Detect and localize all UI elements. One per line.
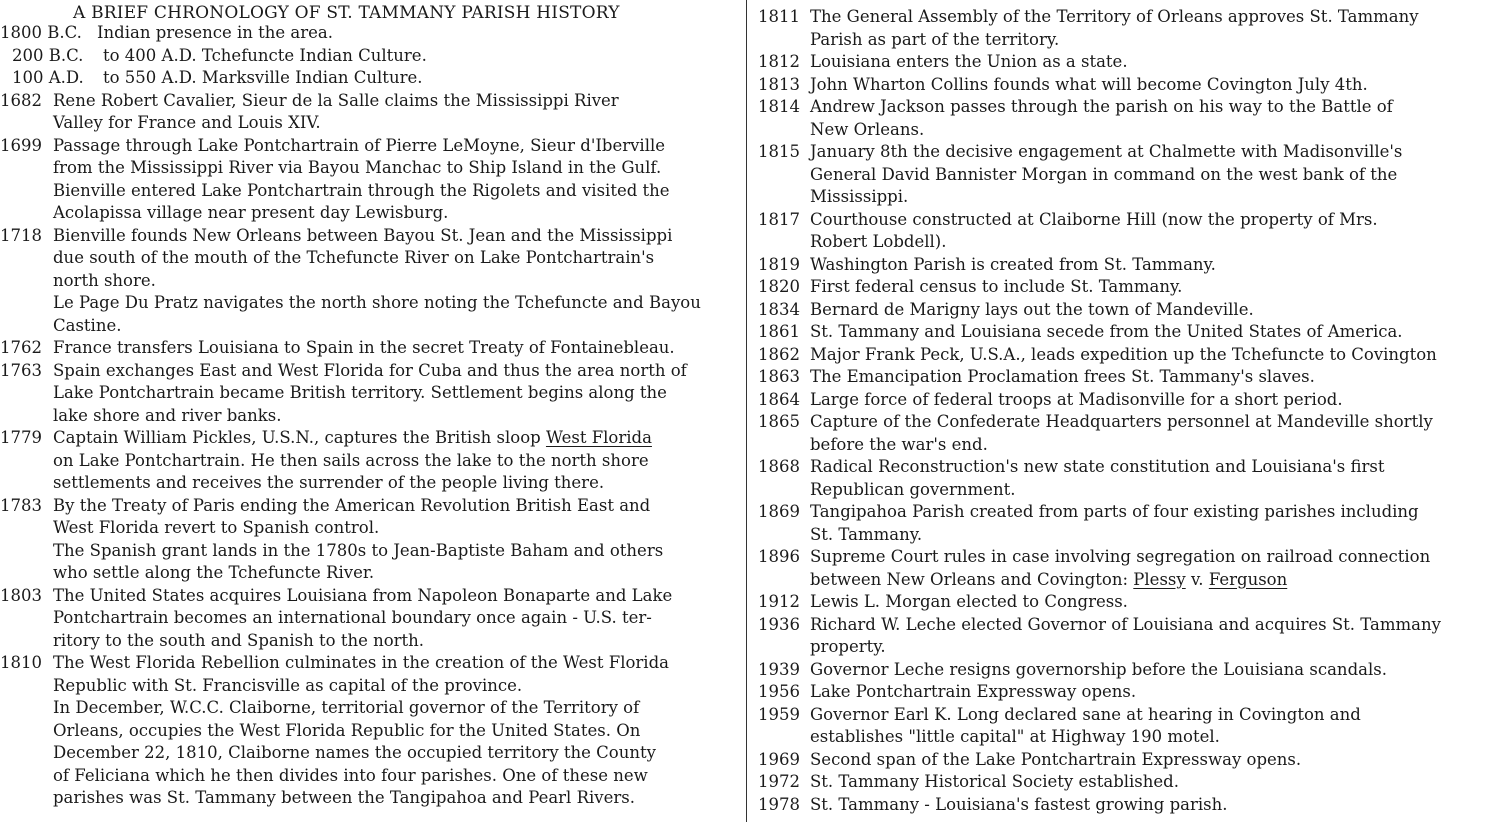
entry-line: France transfers Louisiana to Spain in the secret Treaty of Fontainebleau. xyxy=(53,338,675,357)
entry-text xyxy=(810,141,1402,209)
entry-line: due south of the mouth of the Tchefuncte River on Lake Pontchartrain's xyxy=(53,248,655,267)
entry-line: who settle along the Tchefuncte River. xyxy=(53,563,375,582)
entry-text xyxy=(810,254,1216,277)
entry-year: 1718 xyxy=(0,225,42,245)
entry-year: 1972 xyxy=(758,772,800,791)
entry-line: Bernard de Marigny lays out the town of Mandeville. xyxy=(810,299,1254,319)
entry-line: Indian presence in the area. xyxy=(97,23,334,42)
entry-year: 200 B.C. xyxy=(12,45,84,65)
entry-line: Valley for France and Louis XIV. xyxy=(53,113,321,132)
entry-text xyxy=(810,591,1128,614)
entry-line: Bienville entered Lake Pontchartrain through the Rigolets and visited the xyxy=(53,180,670,200)
entry-text xyxy=(53,585,672,653)
entry-text xyxy=(810,411,1433,456)
entry-text xyxy=(810,321,1403,344)
entry-line: Large force of federal troops at Madisonville for a short period. xyxy=(810,389,1343,409)
entry-line: of Feliciana which he then divides into four parishes. One of these new xyxy=(53,765,648,785)
entry-year: 1812 xyxy=(758,52,800,71)
entry-line: St. Tammany - Louisiana's fastest growing parish. xyxy=(810,794,1228,814)
entry-text xyxy=(810,546,1430,591)
entry-line: New Orleans. xyxy=(810,119,925,139)
entry-line: St. Tammany. xyxy=(810,524,923,544)
entry-text xyxy=(53,337,675,360)
entry-text xyxy=(97,22,333,45)
entry-text xyxy=(810,614,1441,659)
entry-year: 1813 xyxy=(758,74,800,94)
entry-text xyxy=(810,366,1315,389)
entry-line: north shore. xyxy=(53,270,156,290)
page-title: A BRIEF CHRONOLOGY OF ST. TAMMANY PARISH HISTORY xyxy=(73,3,620,23)
entry-line: Washington Parish is created from St. Tammany. xyxy=(810,254,1216,274)
entry-year: 1939 xyxy=(758,659,800,679)
entry-line: Robert Lobdell). xyxy=(810,232,947,251)
entry-line: before the war's end. xyxy=(810,434,988,454)
entry-line: to 400 A.D. Tchefuncte Indian Culture. xyxy=(103,45,427,65)
entry-line: Andrew Jackson passes through the parish on his way to the Battle of xyxy=(810,97,1393,116)
entry-line: Spain exchanges East and West Florida for Cuba and thus the area north of xyxy=(53,360,687,380)
entry-line: Pontchartrain becomes an international boundary once again - U.S. ter- xyxy=(53,608,652,627)
entry-text xyxy=(810,749,1301,772)
entry-year: 1811 xyxy=(758,7,800,26)
entry-text xyxy=(103,67,422,90)
entry-year: 1815 xyxy=(758,142,800,161)
entry-line-text: Captain William Pickles, U.S.N., captures the British sloop xyxy=(53,428,546,447)
entry-line: Mississippi. xyxy=(810,187,909,206)
entry-line: Lewis L. Morgan elected to Congress. xyxy=(810,592,1128,611)
entry-text xyxy=(810,659,1387,682)
entry-text xyxy=(810,299,1254,322)
entry-year: 1936 xyxy=(758,614,800,634)
entry-text xyxy=(53,90,619,135)
entry-year: 1861 xyxy=(758,322,800,341)
entry-line: Lake Pontchartrain became British territory. Settlement begins along the xyxy=(53,383,667,402)
entry-line: General David Bannister Morgan in command on the west bank of the xyxy=(810,164,1398,184)
entry-line: Republic with St. Francisville as capital of the province. xyxy=(53,675,523,695)
entry-text xyxy=(810,794,1228,817)
case-name-underlined: Plessy xyxy=(1133,569,1186,589)
entry-text xyxy=(103,45,427,68)
entry-line: Orleans, occupies the West Florida Republic for the United States. On xyxy=(53,720,641,740)
entry-line: The United States acquires Louisiana from Napoleon Bonaparte and Lake xyxy=(53,585,673,605)
entry-text xyxy=(810,771,1179,794)
entry-year: 1803 xyxy=(0,585,42,605)
entry-line: Lake Pontchartrain Expressway opens. xyxy=(810,682,1137,701)
entry-year: 1810 xyxy=(0,653,42,672)
entry-text xyxy=(810,6,1419,51)
entry-line: on Lake Pontchartrain. He then sails across the lake to the north shore xyxy=(53,450,649,470)
entry-line: Acolapissa village near present day Lewisburg. xyxy=(53,203,449,222)
entry-line: The General Assembly of the Territory of Orleans approves St. Tammany xyxy=(810,7,1419,26)
entry-text xyxy=(810,704,1361,749)
entry-line-text: between New Orleans and Covington: xyxy=(810,569,1134,589)
entry-text xyxy=(810,344,1437,367)
entry-text xyxy=(810,276,1182,299)
entry-text xyxy=(53,360,687,428)
entry-text xyxy=(810,74,1368,97)
entry-line: Radical Reconstruction's new state constitution and Louisiana's first xyxy=(810,457,1385,476)
entry-text xyxy=(53,652,669,810)
entry-line: Louisiana enters the Union as a state. xyxy=(810,52,1128,71)
entry-line: to 550 A.D. Marksville Indian Culture. xyxy=(103,68,423,87)
entry-line: property. xyxy=(810,637,886,656)
entry-year: 1865 xyxy=(758,412,800,431)
entry-year: 1864 xyxy=(758,389,800,409)
entry-line: The Spanish grant lands in the 1780s to Jean-Baptiste Baham and others xyxy=(53,540,664,560)
entry-year: 1956 xyxy=(758,682,800,701)
entry-line: Governor Leche resigns governorship before the Louisiana scandals. xyxy=(810,659,1387,679)
entry-line: The Emancipation Proclamation frees St. Tammany's slaves. xyxy=(810,367,1315,386)
entry-line: Tangipahoa Parish created from parts of four existing parishes including xyxy=(810,502,1419,521)
entry-line: December 22, 1810, Claiborne names the occupied territory the County xyxy=(53,743,656,762)
entry-year: 1800 B.C. xyxy=(0,23,82,42)
entry-year: 1820 xyxy=(758,277,800,296)
entry-year: 1814 xyxy=(758,97,800,116)
entry-year: 1779 xyxy=(0,428,42,447)
entry-line: Major Frank Peck, U.S.A., leads expedition up the Tchefuncte to Covington xyxy=(810,344,1437,364)
entry-text xyxy=(810,456,1384,501)
entry-year: 1834 xyxy=(758,299,800,319)
entry-line: parishes was St. Tammany between the Tangipahoa and Pearl Rivers. xyxy=(53,788,635,807)
entry-text xyxy=(810,389,1343,412)
entry-year: 1978 xyxy=(758,794,800,814)
entry-year: 100 A.D. xyxy=(12,68,84,87)
entry-line: Bienville founds New Orleans between Bayou St. Jean and the Mississippi xyxy=(53,225,673,245)
column-divider xyxy=(746,0,747,822)
entry-year: 1969 xyxy=(758,749,800,769)
entry-year: 1868 xyxy=(758,457,800,476)
entry-text xyxy=(53,495,663,585)
entry-line: Richard W. Leche elected Governor of Louisiana and acquires St. Tammany xyxy=(810,614,1441,634)
entry-line: Capture of the Confederate Headquarters personnel at Mandeville shortly xyxy=(810,412,1433,431)
case-name-underlined: Ferguson xyxy=(1208,569,1288,589)
entry-text xyxy=(810,209,1378,254)
entry-year: 1869 xyxy=(758,502,800,521)
entry-text xyxy=(810,51,1128,74)
entry-line: Second span of the Lake Pontchartrain Expressway opens. xyxy=(810,749,1302,769)
entry-year: 1896 xyxy=(758,547,800,566)
entry-year: 1862 xyxy=(758,344,800,364)
entry-line: John Wharton Collins founds what will become Covington July 4th. xyxy=(810,74,1368,94)
entry-year: 1863 xyxy=(758,367,800,386)
entry-text xyxy=(810,96,1393,141)
entry-line: By the Treaty of Paris ending the American Revolution British East and xyxy=(53,495,651,515)
entry-line: from the Mississippi River via Bayou Manchac to Ship Island in the Gulf. xyxy=(53,158,662,177)
entry-line xyxy=(53,427,652,450)
ship-name-underlined: West Florida xyxy=(545,428,652,447)
entry-line: Castine. xyxy=(53,315,122,335)
entry-line: Republican government. xyxy=(810,479,1016,499)
entry-line: settlements and receives the surrender of the people living there. xyxy=(53,473,605,492)
entry-line: ritory to the south and Spanish to the north. xyxy=(53,630,425,650)
entry-line: Supreme Court rules in case involving segregation on railroad connection xyxy=(810,547,1431,566)
entry-text xyxy=(53,135,670,225)
entry-line: First federal census to include St. Tammany. xyxy=(810,277,1183,296)
entry-line: Rene Robert Cavalier, Sieur de la Salle claims the Mississippi River xyxy=(53,90,619,110)
entry-line: West Florida revert to Spanish control. xyxy=(53,518,380,537)
entry-line: establishes "little capital" at Highway 190 motel. xyxy=(810,727,1220,746)
entry-year: 1699 xyxy=(0,135,42,155)
entry-line: St. Tammany and Louisiana secede from the United States of America. xyxy=(810,322,1403,341)
entry-line: lake shore and river banks. xyxy=(53,405,282,425)
entry-line: Parish as part of the territory. xyxy=(810,29,1060,49)
entry-year: 1912 xyxy=(758,592,800,611)
entry-year: 1959 xyxy=(758,704,800,724)
entry-year: 1763 xyxy=(0,360,42,380)
entry-line xyxy=(810,569,1430,592)
entry-line: St. Tammany Historical Society established. xyxy=(810,772,1179,791)
entry-text xyxy=(53,427,652,495)
entry-text xyxy=(810,681,1136,704)
entry-line-text: v. xyxy=(1185,569,1209,589)
entry-year: 1817 xyxy=(758,209,800,229)
entry-line: Passage through Lake Pontchartrain of Pierre LeMoyne, Sieur d'Iberville xyxy=(53,135,666,155)
entry-text xyxy=(810,501,1419,546)
entry-year: 1819 xyxy=(758,254,800,274)
entry-text xyxy=(53,225,701,338)
entry-year: 1682 xyxy=(0,90,42,110)
entry-line: Courthouse constructed at Claiborne Hill (now the property of Mrs. xyxy=(810,209,1378,229)
entry-year: 1783 xyxy=(0,495,42,515)
entry-year: 1762 xyxy=(0,338,42,357)
entry-line: The West Florida Rebellion culminates in the creation of the West Florida xyxy=(53,653,669,672)
entry-line: Le Page Du Pratz navigates the north shore noting the Tchefuncte and Bayou xyxy=(53,293,701,312)
entry-line: Governor Earl K. Long declared sane at hearing in Covington and xyxy=(810,704,1361,724)
entry-line: January 8th the decisive engagement at Chalmette with Madisonville's xyxy=(810,142,1403,161)
entry-line: In December, W.C.C. Claiborne, territorial governor of the Territory of xyxy=(53,698,640,717)
